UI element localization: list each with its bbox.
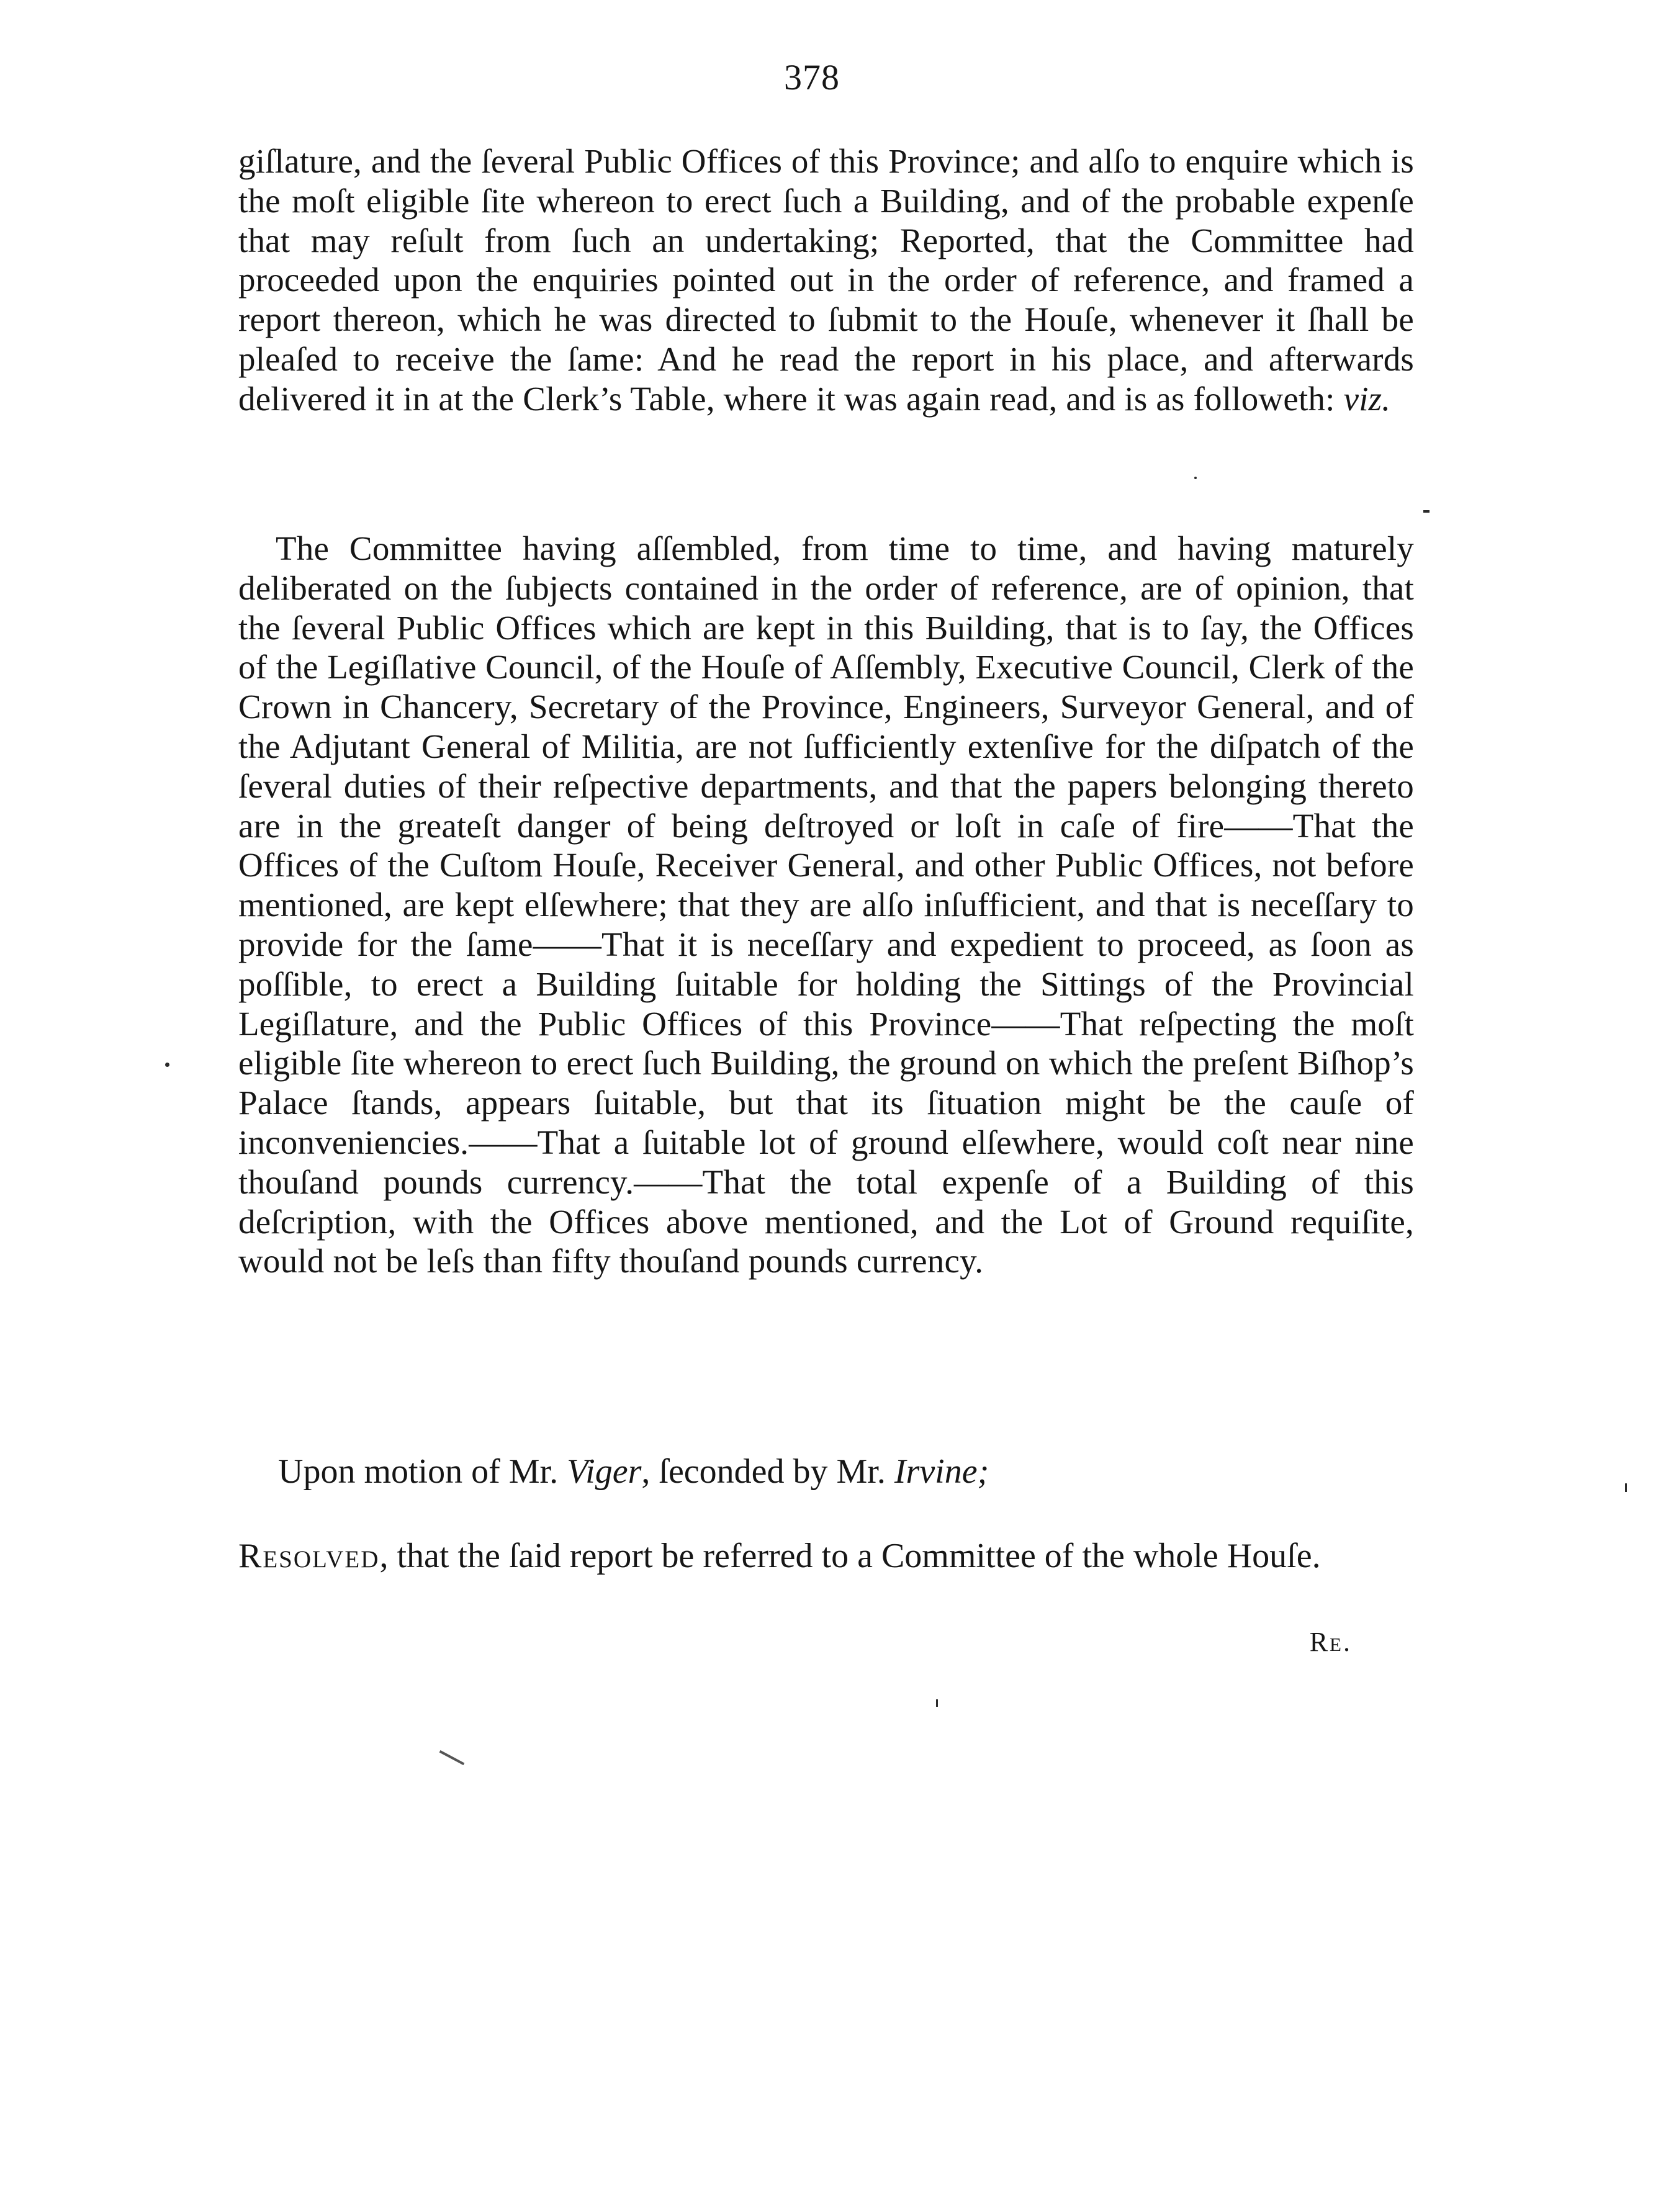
report-paragraph <box>238 142 1414 419</box>
resolution-text: , that the ſaid report be referred to a Committee of the whole Houſe. <box>379 1537 1321 1575</box>
report-paragraph-text: giſlature, and the ſeveral Public Offices of this Province; and alſo to enquire which is the moſt eligible ſite whereon to erect ſuch a Building, and of the probable expenſe that may reſult from ſuch an undertaking; Reported, that the Committee had proceeded upon the enquiries pointed out in the order of reference, and framed a report thereon, which he was directed to ſubmit to the Houſe, whenever it ſhall be pleaſed to receive the ſame: And he read the report in his place, and afterwards delivered it in at the Clerk’s Table, where it was again read, and is as followeth: <box>238 142 1414 418</box>
viz-abbreviation: viz. <box>1343 379 1391 418</box>
scan-speck <box>1625 1483 1627 1492</box>
scan-speck <box>936 1699 938 1707</box>
scan-stray-mark <box>439 1750 465 1765</box>
resolution-paragraph <box>238 1534 1414 1578</box>
motion-suffix: ; <box>977 1452 989 1491</box>
committee-findings-paragraph: The Committee having aſſembled, from time to time, and having maturely deliberated on the ſubjects contained in the order of reference, are of opinion, that the ſeveral Public Offices which are kept in this Building, that is to ſay, the Offices of the Legiſlative Council, of the Houſe of Aſſembly, Executive Council, Clerk of the Crown in Chancery, Secretary of the Province, Engineers, Surveyor General, and of the Adjutant General of Militia, are not ſufficiently extenſive for the diſpatch of the ſeveral duties of their reſpective departments, and that the papers belonging thereto are in the greateſt danger of being deſtroyed or loſt in caſe of fire——That the Offices of the Cuſtom Houſe, Receiver General, and other Public Offices, not before mentioned, are kept elſewhere; that they are alſo inſufficient, and that is neceſſary to provide for the ſame——That it is neceſſary and expedient to proceed, as ſoon as poſſible, to erect a Building ſuitable for holding the Sittings of the Provincial Legiſlature, and the Public Offices of this Province——That reſpecting the moſt eligible ſite whereon to erect ſuch Building, the ground on which the preſent Biſhop’s Palace ſtands, appears ſuitable, but that its ſituation might be the cauſe of inconveniencies.——That a ſuitable lot of ground elſewhere, would coſt near nine thouſand pounds currency.——That the total expenſe of a Building of this deſcription, with the Offices above mentioned, and the Lot of Ground requiſite, would not be leſs than fifty thouſand pounds currency. <box>238 529 1414 1280</box>
motion-middle: , ſeconded by Mr. <box>641 1452 886 1491</box>
motion-prefix: Upon motion of Mr. <box>278 1452 559 1491</box>
scan-speck <box>1194 477 1197 479</box>
mover-name: Viger <box>567 1452 642 1491</box>
page-number: 378 <box>784 57 840 97</box>
catchword: Re. <box>1309 1627 1352 1657</box>
scan-speck <box>1423 510 1430 513</box>
scan-speck <box>165 1063 169 1067</box>
resolved-keyword: Resolved <box>238 1537 380 1575</box>
seconder-name: Irvine <box>894 1452 978 1491</box>
motion-line <box>278 1452 989 1491</box>
